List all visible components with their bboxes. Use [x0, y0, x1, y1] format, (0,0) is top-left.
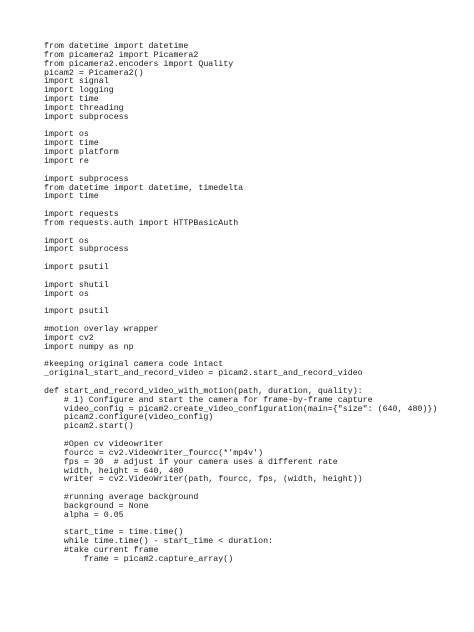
code-line: [44, 229, 437, 238]
code-line: import os: [44, 130, 89, 140]
code-line: import requests: [44, 210, 119, 220]
code-line: import time: [44, 192, 99, 202]
code-line: [44, 123, 437, 132]
code-line: video_config = picam2.create_video_configuration(main={"size": (640, 480)}): [44, 404, 438, 414]
code-line: import platform: [44, 148, 119, 158]
code-line: writer = cv2.VideoWriter(path, fourcc, fps, (width, height)): [44, 475, 363, 485]
code-line: while time.time() - start_time < duration:: [44, 537, 274, 547]
code-line: #motion overlay wrapper: [44, 325, 159, 334]
code-line: from picamera2 import Picamera2: [44, 50, 199, 60]
code-line: import logging: [44, 86, 114, 96]
code-line: alpha = 0.05: [44, 510, 124, 520]
code-block: [44, 43, 437, 565]
code-line: import threading: [44, 103, 124, 113]
code-line: from datetime import datetime, timedelta: [44, 183, 244, 193]
code-line: background = None: [44, 501, 149, 511]
code-line: from datetime import datetime: [44, 42, 189, 51]
code-line: frame = picam2.capture_array(): [44, 554, 234, 564]
code-line: start_time = time.time(): [44, 528, 184, 538]
code-line: from requests.auth import HTTPBasicAuth: [44, 218, 239, 228]
code-line: from picamera2.encoders import Quality: [44, 59, 234, 69]
code-line: import re: [44, 156, 89, 166]
code-line: width, height = 640, 480: [44, 466, 184, 476]
code-line: import time: [44, 95, 99, 105]
code-line: import os: [44, 236, 89, 246]
code-line: import time: [44, 139, 99, 149]
code-line: import psutil: [44, 307, 109, 317]
code-line: import signal: [44, 77, 109, 87]
code-line: import psutil: [44, 263, 109, 273]
code-line: def start_and_record_video_with_motion(path, duration, quality):: [44, 386, 363, 396]
code-line: #keeping original camera code intact: [44, 360, 224, 370]
code-line: import subprocess: [44, 174, 129, 184]
code-line: _original_start_and_record_video = picam2.start_and_record_video: [44, 369, 363, 379]
code-line: import shutil: [44, 280, 109, 290]
code-line: picam2.configure(video_config): [44, 413, 214, 423]
code-line: # 1) Configure and start the camera for frame-by-frame capture: [44, 395, 373, 405]
code-line: import subprocess: [44, 112, 129, 122]
code-line: #running average background: [44, 493, 199, 503]
code-line: fourcc = cv2.VideoWriter_fourcc(*'mp4v'): [44, 448, 264, 458]
code-line: #take current frame: [44, 546, 159, 556]
code-line: picam2.start(): [44, 422, 134, 432]
code-line: import numpy as np: [44, 342, 134, 352]
code-line: picam2 = Picamera2(): [44, 68, 144, 78]
code-line: import os: [44, 289, 89, 299]
code-line: import cv2: [44, 333, 94, 343]
code-line: #Open cv videowriter: [44, 439, 164, 449]
code-line: import subprocess: [44, 245, 129, 255]
code-line: fps = 30 # adjust if your camera uses a different rate: [44, 457, 338, 467]
